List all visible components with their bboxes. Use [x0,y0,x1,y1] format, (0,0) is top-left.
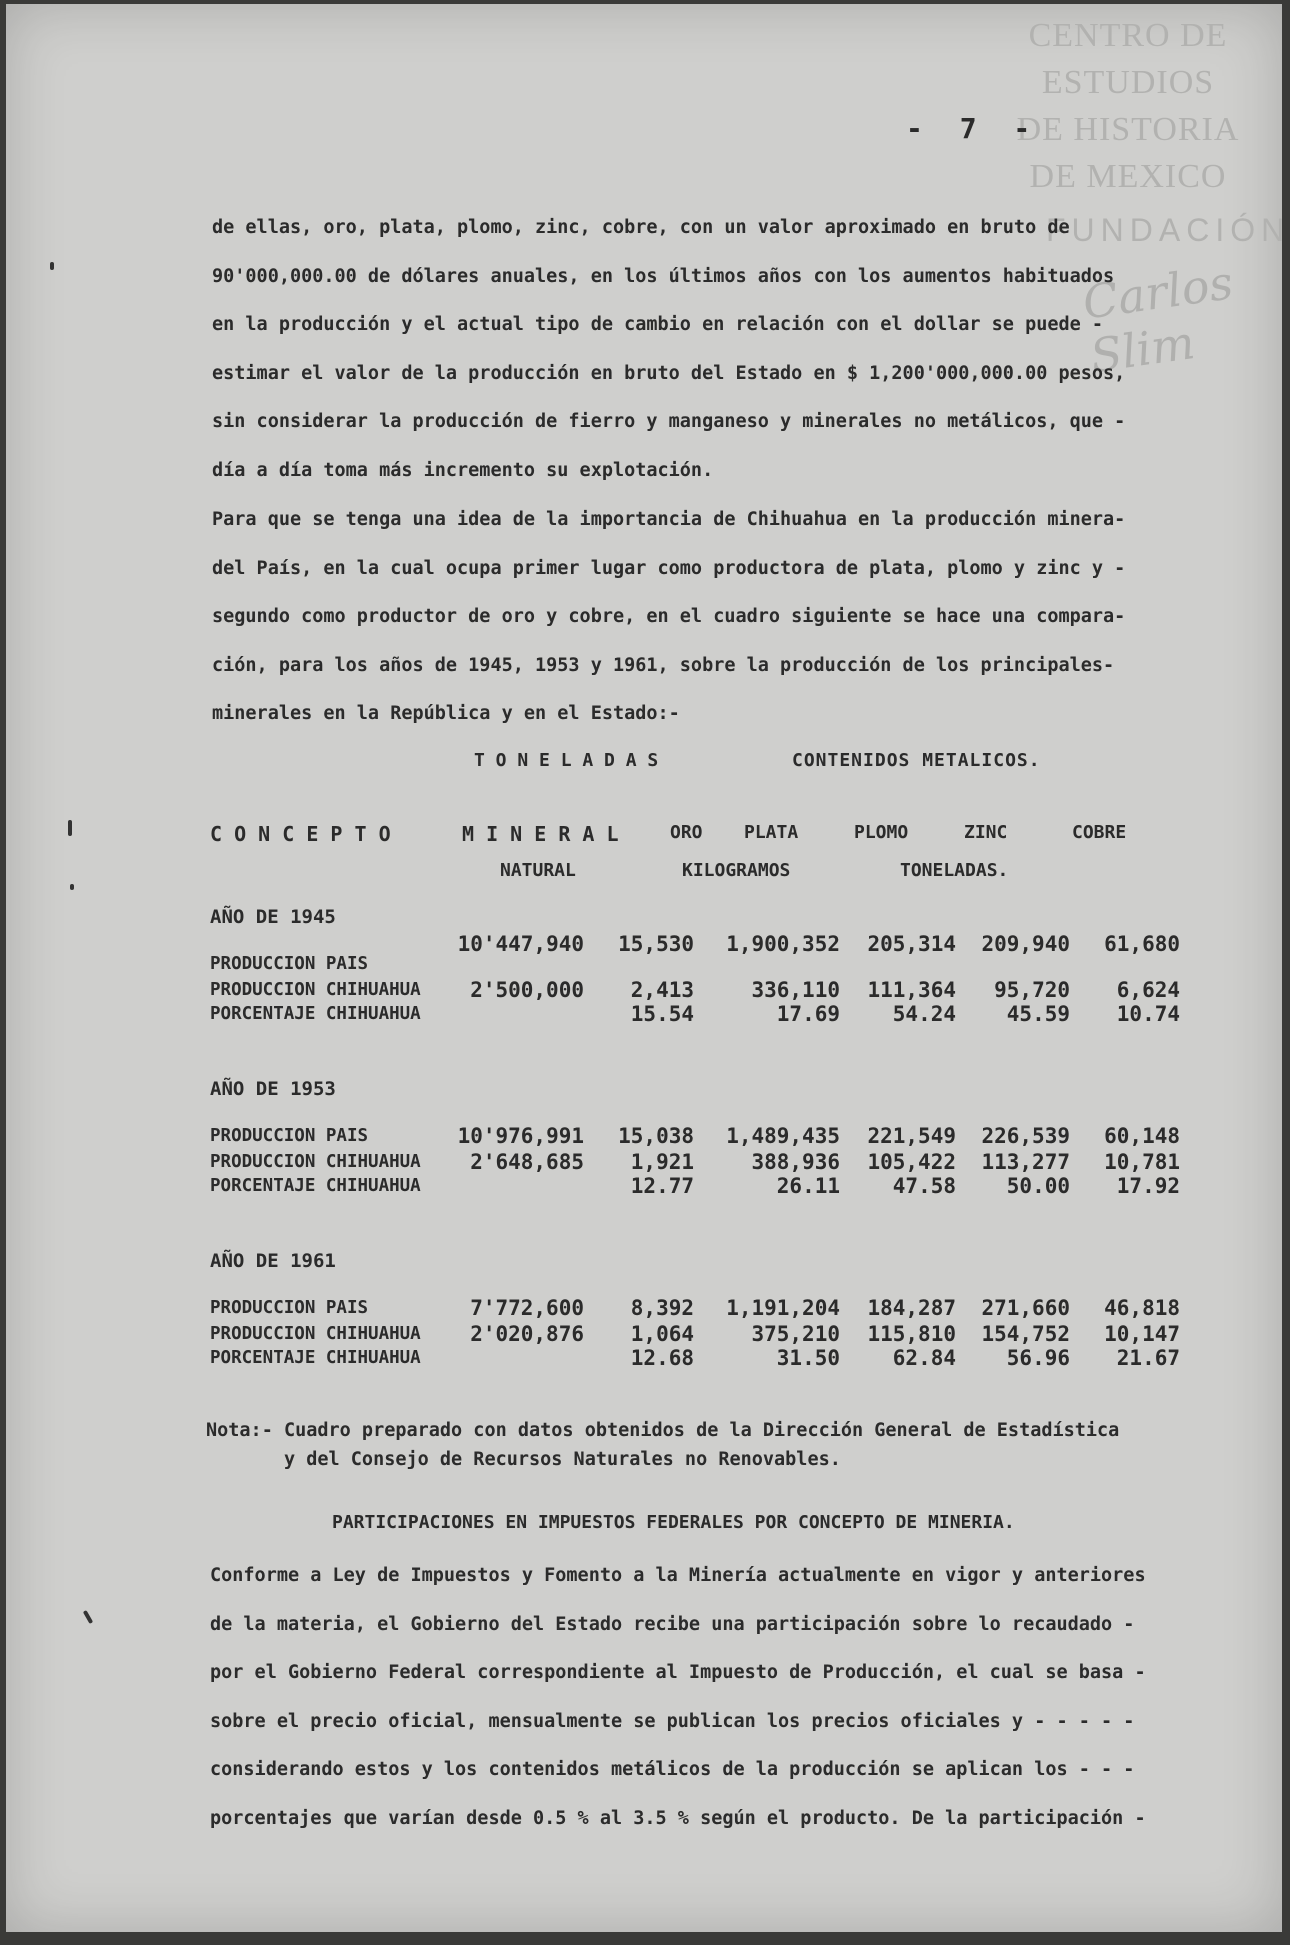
cell-oro: 1,921 [630,1150,694,1174]
header-concepto: C O N C E P T O [210,822,391,846]
text-line: segundo como productor de oro y cobre, en el cuadro siguiente se hace una compara- [212,606,1126,627]
year-label: AÑO DE 1953 [210,1078,336,1100]
cell-zinc: 56.96 [1006,1346,1070,1370]
header-mineral: M I N E R A L [462,822,619,846]
text-line: estimar el valor de la producción en bruto del Estado en $ 1,200'000,000.00 pesos, [212,362,1126,384]
text-line: Conforme a Ley de Impuestos y Fomento a la Minería actualmente en vigor y anteriores [210,1565,1146,1586]
row-concepto: PORCENTAJE CHIHUAHUA [210,1348,421,1368]
paragraph-participaciones [210,1552,1210,1843]
text-line: considerando estos y los contenidos metálicos de la producción se aplican los - - - [210,1759,1135,1780]
cell-cobre: 10.74 [1116,1002,1180,1026]
cell-mineral: 2'648,685 [470,1150,584,1174]
cell-plomo: 184,287 [867,1296,956,1320]
header-toneladas: TONELADAS. [900,860,1009,881]
cell-plata: 26.11 [776,1174,840,1198]
cell-cobre: 6,624 [1116,978,1180,1002]
header-kilogramos: KILOGRAMOS [682,860,791,881]
text-line: Nota:- Cuadro preparado con datos obtenidos de la Dirección General de Estadística [206,1420,1120,1441]
cell-zinc: 45.59 [1006,1002,1070,1026]
margin-mark [83,1610,93,1624]
text-line: por el Gobierno Federal correspondiente al Impuesto de Producción, el cual se basa - [210,1662,1146,1683]
year-label: AÑO DE 1945 [210,906,336,928]
cell-oro: 8,392 [630,1296,694,1320]
table-title-tons: T O N E L A D A S [474,750,659,771]
cell-plomo: 111,364 [867,978,956,1002]
cell-plata: 336,110 [751,978,840,1002]
cell-mineral: 7'772,600 [470,1296,584,1320]
cell-cobre: 46,818 [1104,1296,1180,1320]
cell-oro: 15,038 [618,1124,694,1148]
watermark-institution: CENTRO DE ESTUDIOS DE HISTORIA DE MEXICO [1016,17,1240,195]
page-number: - 7 - [906,112,1041,145]
cell-oro: 15,530 [618,932,694,956]
cell-cobre: 61,680 [1104,932,1180,956]
cell-plomo: 115,810 [867,1322,956,1346]
text-line: porcentajes que varían desde 0.5 % al 3.5 % según el producto. De la participación - [210,1807,1146,1829]
cell-zinc: 209,940 [981,932,1070,956]
header-oro: ORO [670,822,703,843]
cell-oro: 2,413 [630,978,694,1002]
text-line: sobre el precio oficial, mensualmente se publican los precios oficiales y - - - - - [210,1710,1135,1732]
text-line: de ellas, oro, plata, plomo, zinc, cobre, con un valor aproximado en bruto de [212,217,1070,238]
cell-oro: 12.77 [630,1174,694,1198]
row-concepto: PRODUCCION CHIHUAHUA [210,980,421,1000]
text-line: en la producción y el actual tipo de cambio en relación con el dollar se puede - [212,314,1104,335]
paragraph-comparison [212,496,1212,739]
header-plata: PLATA [744,822,799,843]
year-label: AÑO DE 1961 [210,1250,336,1272]
text-line: minerales en la República y en el Estado:- [212,703,680,724]
cell-zinc: 271,660 [981,1296,1070,1320]
margin-mark [50,262,54,270]
table-note [206,1416,1216,1474]
cell-zinc: 226,539 [981,1124,1070,1148]
cell-cobre: 10,781 [1104,1150,1180,1174]
text-line: de la materia, el Gobierno del Estado recibe una participación sobre lo recaudado - [210,1613,1135,1635]
cell-plomo: 54.24 [892,1002,956,1026]
cell-plomo: 105,422 [867,1150,956,1174]
cell-mineral: 2'020,876 [470,1322,584,1346]
text-line: ción, para los años de 1945, 1953 y 1961, sobre la producción de los principales- [212,654,1115,676]
header-plomo: PLOMO [854,822,909,843]
margin-mark [68,820,72,836]
row-concepto: PRODUCCION CHIHUAHUA [210,1324,421,1344]
cell-oro: 12.68 [630,1346,694,1370]
row-concepto: PORCENTAJE CHIHUAHUA [210,1004,421,1024]
margin-mark [70,884,74,890]
cell-cobre: 60,148 [1104,1124,1180,1148]
cell-plata: 375,210 [751,1322,840,1346]
row-concepto: PRODUCCION PAIS [210,1298,369,1318]
row-concepto: PRODUCCION PAIS [210,1126,369,1146]
document-page [6,4,1290,1932]
table-title-contents: CONTENIDOS METALICOS. [792,750,1041,771]
cell-zinc: 113,277 [981,1150,1070,1174]
section-title: PARTICIPACIONES EN IMPUESTOS FEDERALES POR CONCEPTO DE MINERIA. [332,1512,1015,1533]
cell-mineral: 10'976,991 [457,1124,584,1148]
cell-plata: 31.50 [776,1346,840,1370]
cell-zinc: 154,752 [981,1322,1070,1346]
text-line: día a día toma más incremento su explotación. [212,459,714,481]
cell-cobre: 21.67 [1116,1346,1180,1370]
row-concepto: PRODUCCION CHIHUAHUA [210,1152,421,1172]
row-concepto: PORCENTAJE CHIHUAHUA [210,1176,421,1196]
text-line: 90'000,000.00 de dólares anuales, en los últimos años con los aumentos habituados [212,265,1115,287]
cell-plata: 1,900,352 [726,932,840,956]
paragraph-intro [212,204,1212,495]
cell-plomo: 205,314 [867,932,956,956]
text-line: Para que se tenga una idea de la importancia de Chihuahua en la producción minera- [212,509,1126,530]
cell-mineral: 10'447,940 [457,932,584,956]
cell-plomo: 62.84 [892,1346,956,1370]
header-cobre: COBRE [1072,822,1127,843]
watermark-fundacion: FUNDACIÓN [1046,212,1290,248]
header-natural: NATURAL [500,860,576,881]
text-line: y del Consejo de Recursos Naturales no Renovables. [206,1449,841,1470]
cell-plata: 17.69 [776,1002,840,1026]
cell-plomo: 47.58 [892,1174,956,1198]
cell-plata: 1,489,435 [726,1124,840,1148]
cell-zinc: 50.00 [1006,1174,1070,1198]
cell-zinc: 95,720 [994,978,1070,1002]
text-line: sin considerar la producción de fierro y manganeso y minerales no metálicos, que - [212,411,1126,432]
cell-oro: 15.54 [630,1002,694,1026]
cell-cobre: 17.92 [1116,1174,1180,1198]
cell-cobre: 10,147 [1104,1322,1180,1346]
cell-plata: 388,936 [751,1150,840,1174]
header-zinc: ZINC [964,822,1008,843]
text-line: del País, en la cual ocupa primer lugar como productora de plata, plomo y zinc y - [212,557,1126,579]
cell-mineral: 2'500,000 [470,978,584,1002]
watermark-signature: Carlos Slim [1079,255,1237,384]
cell-plomo: 221,549 [867,1124,956,1148]
cell-oro: 1,064 [630,1322,694,1346]
row-concepto: PRODUCCION PAIS [210,954,369,974]
cell-plata: 1,191,204 [726,1296,840,1320]
